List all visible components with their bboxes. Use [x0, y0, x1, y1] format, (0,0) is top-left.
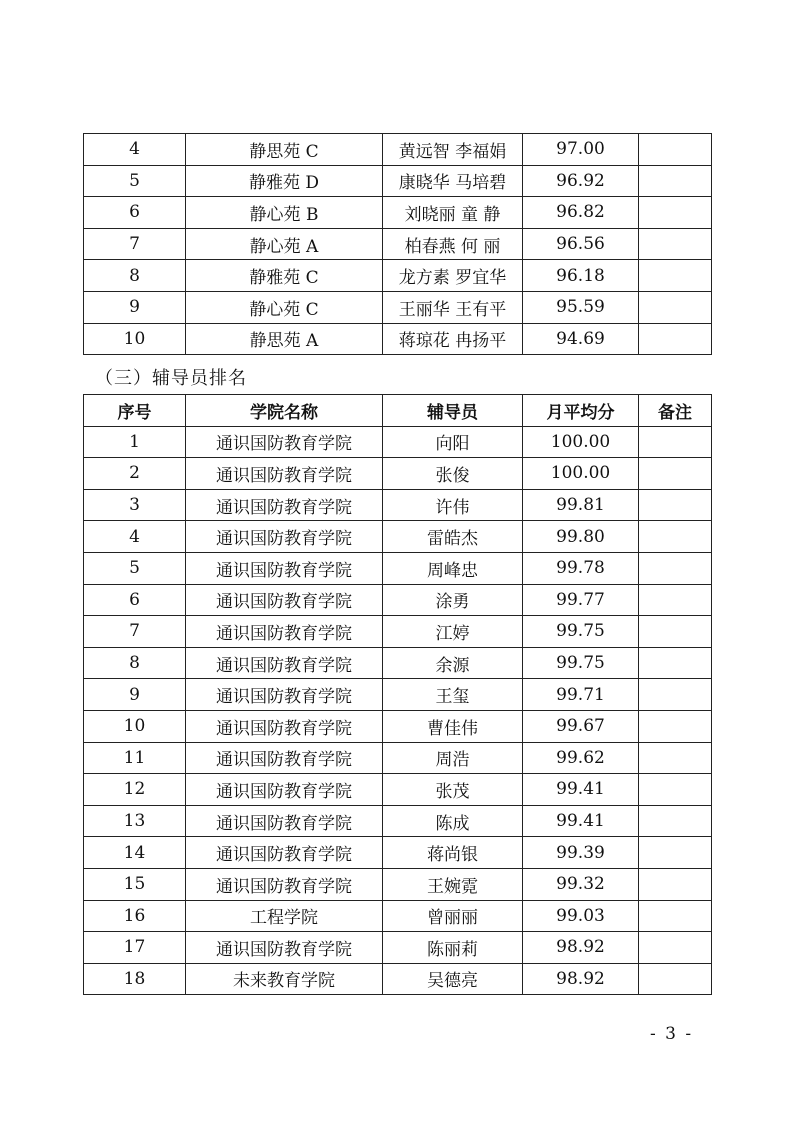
cell-score: 99.80 — [523, 521, 639, 553]
cell-counselor: 余源 — [383, 647, 523, 679]
cell-note — [639, 710, 712, 742]
cell-note — [639, 323, 712, 355]
cell-college: 工程学院 — [186, 900, 383, 932]
table-row — [84, 900, 712, 932]
cell-managers: 黄远智 李福娟 — [383, 134, 523, 166]
cell-dormitory-name: 静心苑 B — [186, 197, 383, 229]
cell-note — [639, 616, 712, 648]
cell-college: 通识国防教育学院 — [186, 805, 383, 837]
cell-score: 99.77 — [523, 584, 639, 616]
cell-rank: 5 — [84, 165, 186, 197]
cell-counselor: 王玺 — [383, 679, 523, 711]
cell-score: 99.62 — [523, 742, 639, 774]
cell-score: 99.32 — [523, 868, 639, 900]
table-header-row — [84, 395, 712, 427]
cell-note — [639, 489, 712, 521]
cell-note — [639, 805, 712, 837]
cell-college: 通识国防教育学院 — [186, 679, 383, 711]
cell-rank: 14 — [84, 837, 186, 869]
header-note: 备注 — [639, 395, 712, 427]
table-row — [84, 679, 712, 711]
cell-counselor: 许伟 — [383, 489, 523, 521]
cell-score: 96.56 — [523, 228, 639, 260]
cell-college: 通识国防教育学院 — [186, 426, 383, 458]
cell-rank: 6 — [84, 584, 186, 616]
table-row — [84, 426, 712, 458]
counselor-ranking-table — [83, 394, 712, 995]
table-row — [84, 963, 712, 995]
cell-managers: 龙方素 罗宜华 — [383, 260, 523, 292]
cell-college: 通识国防教育学院 — [186, 868, 383, 900]
cell-score: 100.00 — [523, 426, 639, 458]
cell-note — [639, 260, 712, 292]
cell-dormitory-name: 静心苑 A — [186, 228, 383, 260]
cell-score: 99.75 — [523, 647, 639, 679]
cell-managers: 康晓华 马培碧 — [383, 165, 523, 197]
table-row — [84, 552, 712, 584]
table-row — [84, 710, 712, 742]
header-monthly-average: 月平均分 — [523, 395, 639, 427]
cell-score: 96.82 — [523, 197, 639, 229]
cell-college: 通识国防教育学院 — [186, 774, 383, 806]
table-row — [84, 458, 712, 490]
cell-note — [639, 647, 712, 679]
cell-rank: 6 — [84, 197, 186, 229]
cell-note — [639, 228, 712, 260]
cell-rank: 10 — [84, 710, 186, 742]
cell-score: 94.69 — [523, 323, 639, 355]
cell-score: 99.71 — [523, 679, 639, 711]
cell-rank: 8 — [84, 647, 186, 679]
cell-managers: 刘晓丽 童 静 — [383, 197, 523, 229]
table-row — [84, 616, 712, 648]
cell-college: 通识国防教育学院 — [186, 932, 383, 964]
table-row — [84, 489, 712, 521]
cell-rank: 5 — [84, 552, 186, 584]
dormitory-ranking-table-continued — [83, 133, 712, 355]
cell-counselor: 吴德亮 — [383, 963, 523, 995]
cell-rank: 2 — [84, 458, 186, 490]
cell-rank: 15 — [84, 868, 186, 900]
cell-counselor: 陈丽莉 — [383, 932, 523, 964]
cell-rank: 4 — [84, 134, 186, 166]
cell-rank: 4 — [84, 521, 186, 553]
cell-score: 98.92 — [523, 932, 639, 964]
cell-note — [639, 932, 712, 964]
table-row — [84, 932, 712, 964]
cell-college: 通识国防教育学院 — [186, 742, 383, 774]
cell-score: 99.39 — [523, 837, 639, 869]
cell-college: 通识国防教育学院 — [186, 584, 383, 616]
counselor-ranking-table-body — [84, 426, 712, 995]
cell-note — [639, 426, 712, 458]
cell-note — [639, 679, 712, 711]
cell-score: 98.92 — [523, 963, 639, 995]
page-number: - 3 - — [650, 1024, 694, 1044]
cell-dormitory-name: 静雅苑 C — [186, 260, 383, 292]
cell-rank: 7 — [84, 616, 186, 648]
cell-rank: 3 — [84, 489, 186, 521]
cell-college: 通识国防教育学院 — [186, 837, 383, 869]
cell-counselor: 向阳 — [383, 426, 523, 458]
table-row — [84, 742, 712, 774]
cell-note — [639, 291, 712, 323]
table-row — [84, 584, 712, 616]
cell-counselor: 江婷 — [383, 616, 523, 648]
cell-rank: 13 — [84, 805, 186, 837]
cell-rank: 16 — [84, 900, 186, 932]
cell-rank: 8 — [84, 260, 186, 292]
cell-counselor: 周峰忠 — [383, 552, 523, 584]
cell-counselor: 雷皓杰 — [383, 521, 523, 553]
cell-college: 通识国防教育学院 — [186, 616, 383, 648]
table-row — [84, 837, 712, 869]
cell-score: 99.41 — [523, 774, 639, 806]
cell-note — [639, 963, 712, 995]
cell-rank: 9 — [84, 291, 186, 323]
cell-score: 97.00 — [523, 134, 639, 166]
cell-note — [639, 837, 712, 869]
table-row — [84, 228, 712, 260]
counselor-ranking-table-header — [84, 395, 712, 427]
cell-counselor: 张俊 — [383, 458, 523, 490]
cell-counselor: 蒋尚银 — [383, 837, 523, 869]
cell-counselor: 王婉霓 — [383, 868, 523, 900]
header-rank: 序号 — [84, 395, 186, 427]
table-row — [84, 291, 712, 323]
cell-note — [639, 900, 712, 932]
cell-score: 99.75 — [523, 616, 639, 648]
cell-score: 100.00 — [523, 458, 639, 490]
cell-counselor: 张茂 — [383, 774, 523, 806]
cell-managers: 柏春燕 何 丽 — [383, 228, 523, 260]
cell-score: 99.81 — [523, 489, 639, 521]
cell-note — [639, 584, 712, 616]
section-heading: （三）辅导员排名 — [95, 368, 247, 389]
cell-college: 通识国防教育学院 — [186, 458, 383, 490]
cell-rank: 11 — [84, 742, 186, 774]
cell-college: 通识国防教育学院 — [186, 521, 383, 553]
cell-note — [639, 458, 712, 490]
cell-score: 96.18 — [523, 260, 639, 292]
cell-score: 99.78 — [523, 552, 639, 584]
cell-score: 95.59 — [523, 291, 639, 323]
cell-note — [639, 165, 712, 197]
cell-counselor: 陈成 — [383, 805, 523, 837]
cell-score: 99.67 — [523, 710, 639, 742]
cell-rank: 17 — [84, 932, 186, 964]
table-row — [84, 805, 712, 837]
cell-managers: 王丽华 王有平 — [383, 291, 523, 323]
table-row — [84, 134, 712, 166]
cell-dormitory-name: 静雅苑 D — [186, 165, 383, 197]
cell-managers: 蒋琼花 冉扬平 — [383, 323, 523, 355]
table-row — [84, 197, 712, 229]
cell-rank: 7 — [84, 228, 186, 260]
cell-college: 通识国防教育学院 — [186, 552, 383, 584]
table-row — [84, 521, 712, 553]
cell-note — [639, 774, 712, 806]
cell-note — [639, 742, 712, 774]
cell-rank: 12 — [84, 774, 186, 806]
table-row — [84, 323, 712, 355]
cell-note — [639, 868, 712, 900]
cell-counselor: 曾丽丽 — [383, 900, 523, 932]
cell-note — [639, 197, 712, 229]
cell-note — [639, 552, 712, 584]
dormitory-ranking-table-body — [84, 134, 712, 355]
cell-dormitory-name: 静心苑 C — [186, 291, 383, 323]
cell-score: 96.92 — [523, 165, 639, 197]
cell-counselor: 涂勇 — [383, 584, 523, 616]
header-counselor: 辅导员 — [383, 395, 523, 427]
cell-rank: 9 — [84, 679, 186, 711]
cell-college: 未来教育学院 — [186, 963, 383, 995]
table-row — [84, 165, 712, 197]
table-row — [84, 774, 712, 806]
cell-note — [639, 134, 712, 166]
cell-rank: 18 — [84, 963, 186, 995]
cell-dormitory-name: 静思苑 C — [186, 134, 383, 166]
cell-score: 99.41 — [523, 805, 639, 837]
cell-counselor: 周浩 — [383, 742, 523, 774]
cell-rank: 10 — [84, 323, 186, 355]
cell-rank: 1 — [84, 426, 186, 458]
table-row — [84, 868, 712, 900]
table-row — [84, 647, 712, 679]
cell-counselor: 曹佳伟 — [383, 710, 523, 742]
cell-college: 通识国防教育学院 — [186, 647, 383, 679]
cell-dormitory-name: 静思苑 A — [186, 323, 383, 355]
cell-college: 通识国防教育学院 — [186, 710, 383, 742]
table-row — [84, 260, 712, 292]
cell-note — [639, 521, 712, 553]
header-college: 学院名称 — [186, 395, 383, 427]
cell-college: 通识国防教育学院 — [186, 489, 383, 521]
cell-score: 99.03 — [523, 900, 639, 932]
